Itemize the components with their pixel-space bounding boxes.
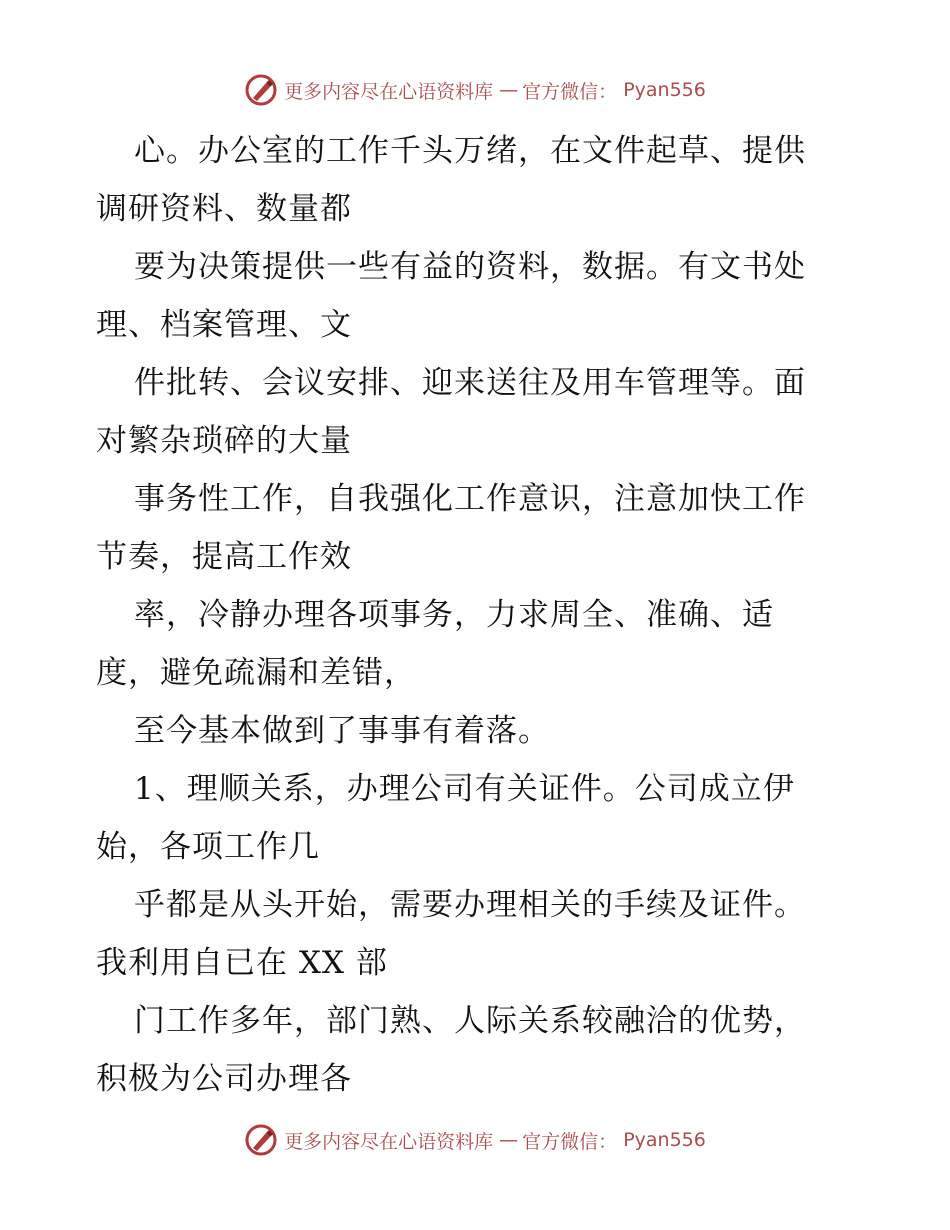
pen-logo-icon	[244, 73, 278, 107]
paragraph-line: 事务性工作，自我强化工作意识，注意加快工作	[134, 481, 806, 517]
paragraph-line: 理、档案管理、文	[96, 307, 352, 343]
paragraph-line: 乎都是从头开始，需要办理相关的手续及证件。	[134, 887, 806, 923]
watermark-wechat-id: Pyan556	[623, 1129, 706, 1151]
watermark-wechat-label: 官方微信：	[522, 80, 618, 103]
watermark-footer	[0, 1120, 950, 1160]
watermark-dash: —	[499, 79, 517, 101]
document-body	[96, 122, 856, 1108]
watermark-wechat-label: 官方微信：	[522, 1130, 618, 1153]
watermark-header	[0, 70, 950, 110]
paragraph-line: 至今基本做到了事事有着落。	[134, 713, 550, 749]
paragraph-line: 1、理顺关系，办理公司有关证件。公司成立伊	[134, 771, 795, 807]
paragraph-line: 率，冷静办理各项事务，力求周全、准确、适	[134, 597, 774, 633]
pen-logo-icon	[244, 1123, 278, 1157]
paragraph-line: 积极为公司办理各	[96, 1061, 352, 1097]
paragraph-line: 要为决策提供一些有益的资料，数据。有文书处	[134, 249, 806, 285]
paragraph-line: 心。办公室的工作千头万绪，在文件起草、提供	[134, 133, 806, 169]
watermark-text: 更多内容尽在心语资料库	[284, 1130, 494, 1153]
paragraph-line: 对繁杂琐碎的大量	[96, 423, 352, 459]
watermark-wechat-id: Pyan556	[623, 79, 706, 101]
watermark-dash: —	[499, 1129, 517, 1151]
paragraph-line: 始，各项工作几	[96, 829, 320, 865]
paragraph-line: 我利用自已在 XX 部	[96, 945, 388, 981]
paragraph-line: 件批转、会议安排、迎来送往及用车管理等。面	[134, 365, 806, 401]
paragraph-line: 调研资料、数量都	[96, 191, 352, 227]
watermark-text: 更多内容尽在心语资料库	[284, 80, 494, 103]
paragraph-line: 门工作多年，部门熟、人际关系较融洽的优势，	[134, 1003, 806, 1039]
paragraph-line: 节奏，提高工作效	[96, 539, 352, 575]
paragraph-line: 度，避免疏漏和差错，	[96, 655, 416, 691]
